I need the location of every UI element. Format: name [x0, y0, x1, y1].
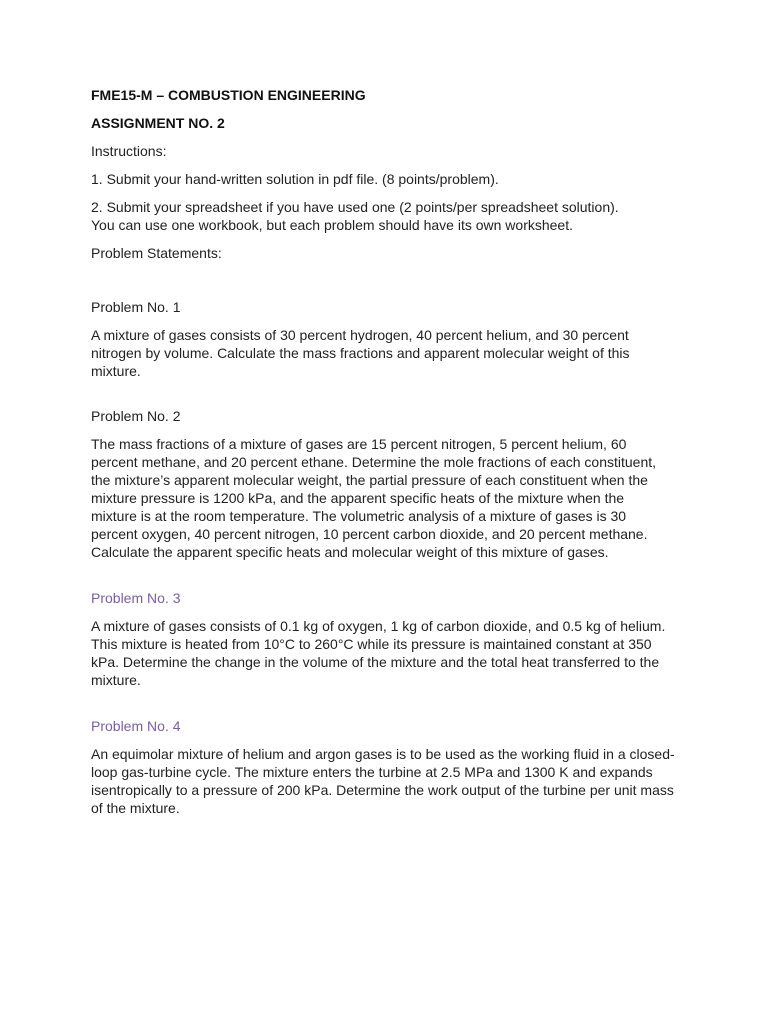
problem-body: A mixture of gases consists of 30 percent hydrogen, 40 percent helium, and 30 percent nitrogen by volume. Calculate the mass fractions and apparent molecular weight of this mixture.	[91, 327, 630, 379]
instruction-item-2: 2. Submit your spreadsheet if you have used one (2 points/per spreadsheet solution). You can use one workbook, but each problem should have its own worksheet.	[91, 199, 619, 233]
document-page	[91, 86, 681, 817]
problem-title: Problem No. 2	[91, 408, 181, 424]
instructions-heading: Instructions:	[91, 143, 167, 159]
problem-2	[91, 407, 681, 561]
problem-body: A mixture of gases consists of 0.1 kg of oxygen, 1 kg of carbon dioxide, and 0.5 kg of helium. This mixture is heated from 10°C to 260°C while its pressure is maintained constant at 350 kPa. Determine the change in the volume of the mixture and the total heat transferred to the mixture.	[91, 618, 666, 688]
problem-1	[91, 298, 681, 380]
problem-body: An equimolar mixture of helium and argon gases is to be used as the working fluid in a closed-loop gas-turbine cycle. The mixture enters the turbine at 2.5 MPa and 1300 K and expands isentropically to a pressure of 200 kPa. Determine the work output of the turbine per unit mass of the mixture.	[91, 746, 675, 816]
problem-title: Problem No. 4	[91, 718, 181, 734]
problem-body: The mass fractions of a mixture of gases are 15 percent nitrogen, 5 percent helium, 60 percent methane, and 20 percent ethane. Determine the mole fractions of each constituent, the mixture’s apparent molecular weight, the partial pressure of each constituent when the mixture pressure is 1200 kPa, and the apparent specific heats of the mixture when the mixture is at the room temperature. The volumetric analysis of a mixture of gases is 30 percent oxygen, 40 percent nitrogen, 10 percent carbon dioxide, and 20 percent methane. Calculate the apparent specific heats and molecular weight of this mixture of gases.	[91, 436, 657, 560]
problem-4	[91, 717, 681, 817]
assignment-title: ASSIGNMENT NO. 2	[91, 115, 225, 131]
instruction-item-1: 1. Submit your hand-written solution in pdf file. (8 points/problem).	[91, 171, 499, 187]
problem-statements-heading: Problem Statements:	[91, 245, 222, 261]
course-title: FME15-M – COMBUSTION ENGINEERING	[91, 87, 366, 103]
problem-title: Problem No. 1	[91, 299, 181, 315]
problem-title: Problem No. 3	[91, 590, 181, 606]
problem-3	[91, 589, 681, 689]
